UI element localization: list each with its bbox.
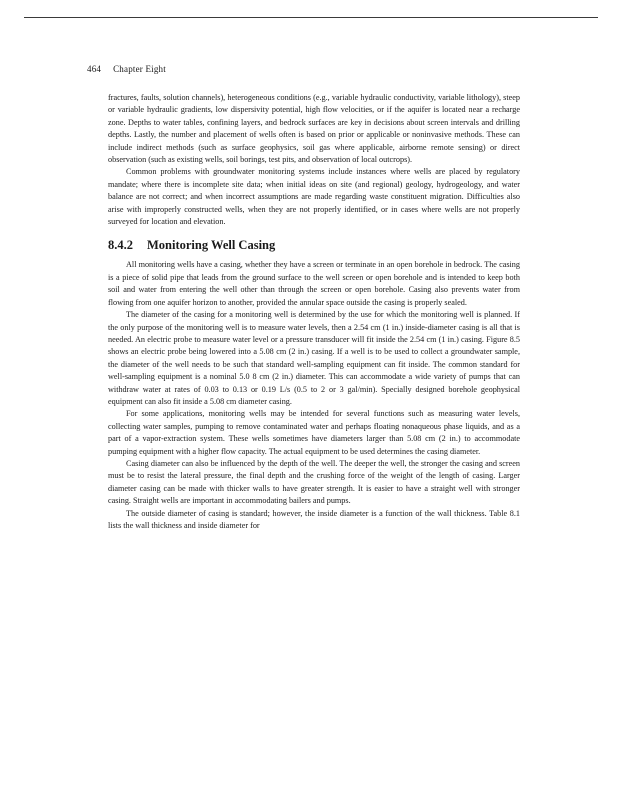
paragraph-applications: For some applications, monitoring wells may be intended for several functions such as measuring water levels, collecting water samples, pumping to remove contaminated water and perhaps floating nonaqueous phase liquids, and as a part of a vapor-extraction system. These wells sometimes have diameters larger than 5.08 cm (2 in.) to accommodate pumping equipment with a higher flow capacity. The actual equipment to be used determines the casing diameter. [108, 409, 520, 456]
paragraph-casing-diameter: The diameter of the casing for a monitoring well is determined by the use for which the monitoring well is planned. If the only purpose of the monitoring well is to measure water levels, then a 2.54 cm (1 in.) inside-diameter casing is all that is needed. An electric probe to measure water level or a pressure transducer will fit inside the 2.54 cm (1 in.) casing. Figure 8.5 shows an electric probe being lowered into a 5.08 cm (2 in.) casing. If a well is to be used to collect a groundwater sample, the diameter of the well needs to be such that standard well-sampling equipment can fit inside. The common standard for well-sampling equipment is a nominal 5.0 8 cm (2 in.) diameter. This can accommodate a wide variety of pumps that can withdraw water at rates of 0.03 to 0.13 or 0.19 L/s (0.5 to 2 or 3 gal/min). Specially designed borehole geophysical equipment can also fit inside a 5.08 cm diameter casing. [108, 310, 520, 406]
body-text [108, 92, 520, 532]
paragraph-common-problems: Common problems with groundwater monitoring systems include instances where wells are placed by regulatory mandate; where there is incomplete site data; when initial ideas on site (and regional) geology, hydrogeology, and water balance are not correct; and when incorrect assumptions are made regarding waste constituent migration. Difficulties also arise with improperly constructed wells, when they are not properly identified, or in cases where wells are not properly surveyed for location and elevation. [108, 167, 520, 227]
running-title: Chapter Eight [113, 64, 166, 74]
header-rule [24, 17, 598, 18]
page-number: 464 [87, 64, 102, 74]
running-head [87, 64, 166, 74]
section-number: 8.4.2 [108, 238, 133, 253]
section-heading [108, 237, 520, 253]
paragraph-casing-intro: All monitoring wells have a casing, whether they have a screen or terminate in an open borehole in bedrock. The casing is a piece of solid pipe that leads from the ground surface to the well screen or open borehole and is intended to keep both soil and water from entering the well other than through the screen or open borehole. Casing also prevents water from flowing from one aquifer horizon to another, provided the annular space outside the casing is properly sealed. [108, 260, 520, 307]
paragraph-outside-diameter: The outside diameter of casing is standard; however, the inside diameter is a function of the wall thickness. Table 8.1 lists the wall thickness and inside diameter for [108, 508, 520, 530]
paragraph-continued: fractures, faults, solution channels), heterogeneous conditions (e.g., variable hydraulic conductivity, variable lithology), steep or variable hydraulic gradients, low dispersivity potential, high flow velocities, or if the aquifer is located near a recharge zone. Depths to water tables, confining layers, and bedrock surfaces are key in decisions about screen intervals and drilling depths. Lastly, the number and placement of wells often is based on prior or applicable or noninvasive methods. These can include indirect methods (such as surface geophysics, soil gas where applicable, airborne remote sensing) or direct observation (such as existing wells, soil borings, test pits, and observation of local outcrops). [108, 93, 520, 165]
section-title: Monitoring Well Casing [147, 238, 276, 253]
paragraph-depth: Casing diameter can also be influenced by the depth of the well. The deeper the well, the stronger the casing and screen must be to resist the lateral pressure, the final depth and the crushing force of the weight of the length of casing. Larger diameter casing can be made with thicker walls to have greater strength. It is easier to have a straight well with stronger casing. Straight wells are important in accommodating bailers and pumps. [108, 458, 520, 506]
